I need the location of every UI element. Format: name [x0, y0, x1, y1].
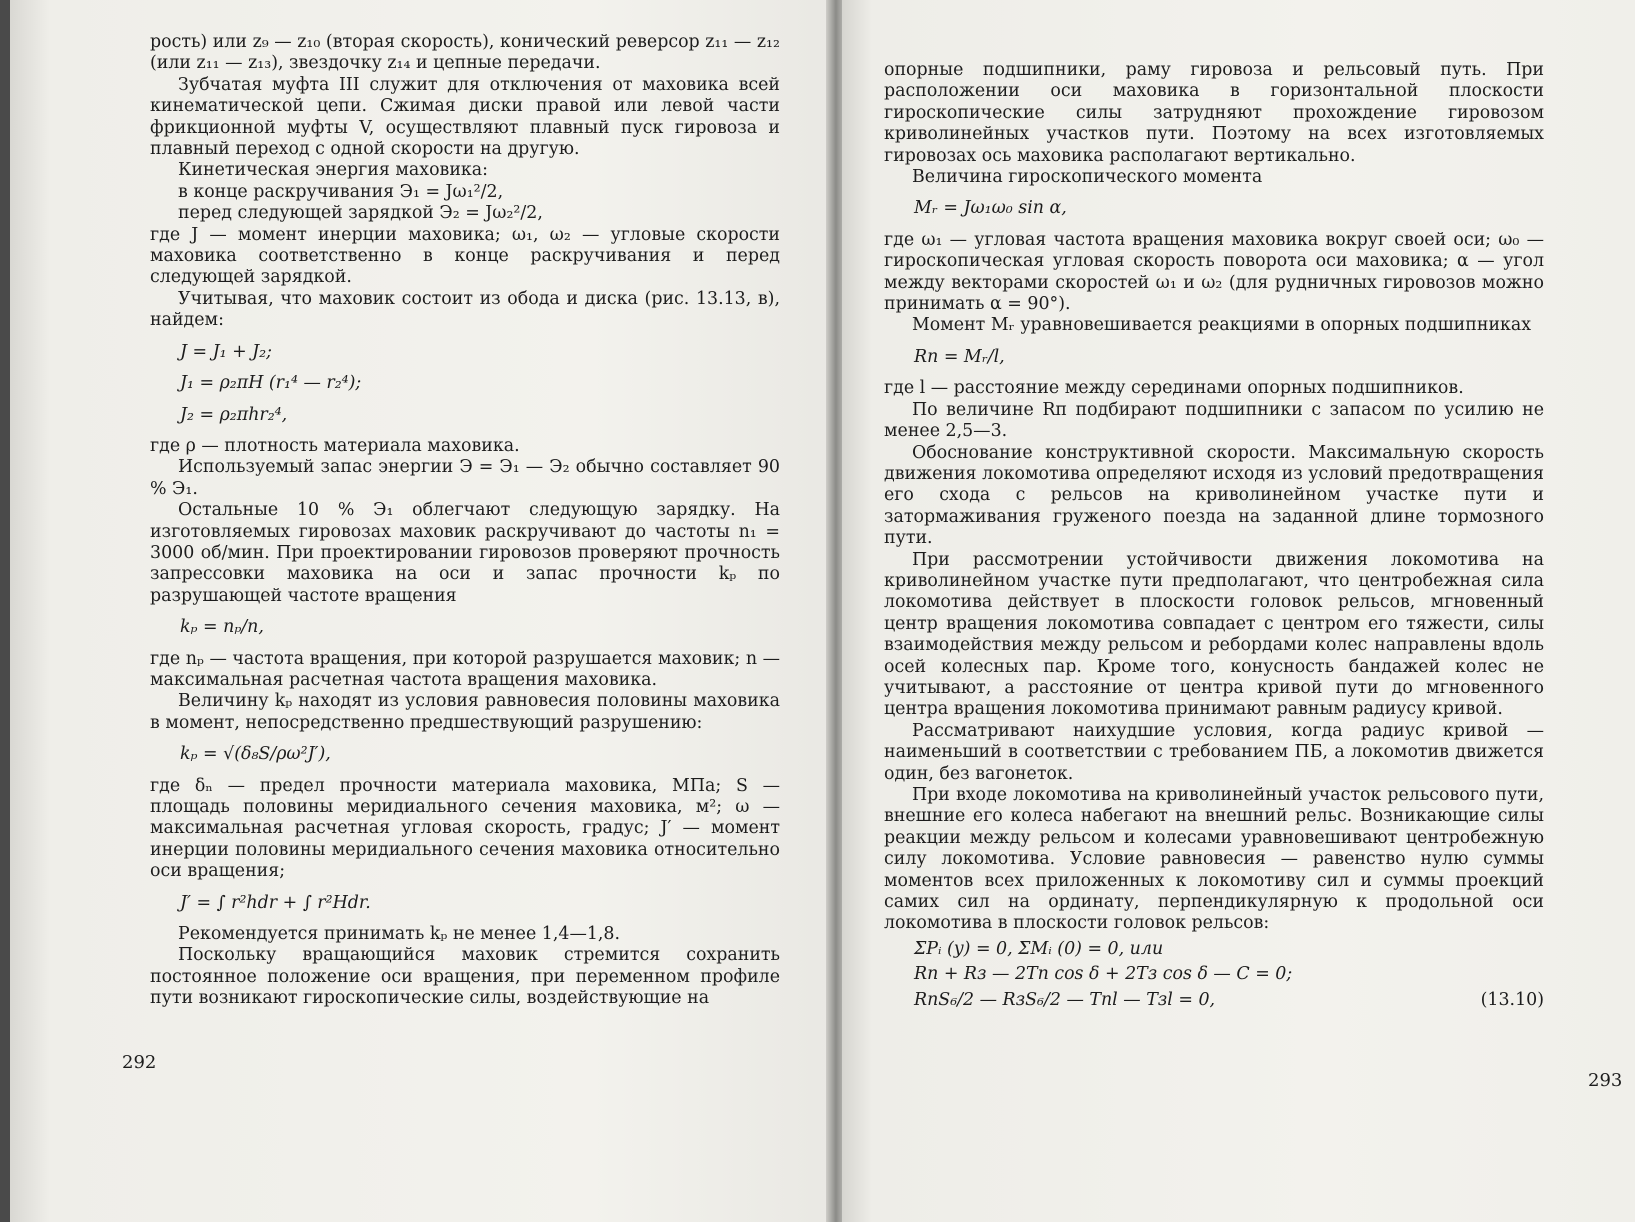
- formula: J₁ = ρ₂πH (r₁⁴ — r₂⁴);: [180, 373, 362, 394]
- paragraph: Используемый запас энергии Э = Э₁ — Э₂ обычно составляет 90 % Э₁.: [150, 457, 780, 499]
- paragraph: Момент Mᵣ уравновешивается реакциями в опорных подшипниках: [912, 315, 1532, 336]
- paragraph: где δₙ — предел прочности материала маховика, МПа; S — площадь половины меридиального сечения маховика, м²; ω — максимальная расчетная угловая скорость, градус; J′ — момент инерции половины меридиального сечения маховика относительно оси вращения;: [150, 775, 780, 882]
- paragraph: где l — расстояние между серединами опорных подшипников.: [884, 378, 1464, 399]
- formula-line: перед следующей зарядкой Э₂ = Jω₂²/2,: [178, 203, 543, 224]
- page-number: 293: [1588, 1070, 1623, 1091]
- paragraph: Зубчатая муфта III служит для отключения от маховика всей кинематической цепи. Сжимая диски правой или левой части фрикционной муфты V, осуществляют плавный пуск гировоза и плавный переход с одной скорости на другую.: [150, 74, 780, 160]
- formula: Mᵣ = Jω₁ω₀ sin α,: [914, 198, 1067, 219]
- equation-row: [914, 990, 1544, 1011]
- paragraph: Рекомендуется принимать kₚ не менее 1,4—1,8.: [178, 924, 621, 945]
- formula: kₚ = √(δ₈S/ρω²J′),: [180, 744, 331, 765]
- paragraph: При рассмотрении устойчивости движения локомотива на криволинейном участке пути предполагают, что центробежная сила локомотива действует в плоскости головок рельсов, мгновенный центр вращения локомотива совпадает с центром его тяжести, силы взаимодействия между рельсом и ребордами колес направлены вдоль осей колесных пар. Кроме того, конусность бандажей колес не учитывают, а расстояние от центра кривой пути до мгновенного центра вращения локомотива принимают равным радиусу кривой.: [884, 549, 1544, 720]
- formula-line: в конце раскручивания Э₁ = Jω₁²/2,: [178, 181, 504, 202]
- paragraph: опорные подшипники, раму гировоза и рельсовый путь. При расположении оси маховика в горизонтальной плоскости гироскопические силы затрудняют прохождение гировозом криволинейных участков пути. Поэтому на всех изготовляемых гировозах ось маховика располагают вертикально.: [884, 60, 1544, 166]
- paragraph: По величине Rп подбирают подшипники с запасом по усилию не менее 2,5—3.: [884, 399, 1544, 442]
- paragraph: Рассматривают наихудшие условия, когда радиус кривой — наименьший в соответствии с требованием ПБ, а локомотив движется один, без вагонеток.: [884, 720, 1544, 784]
- paragraph: Остальные 10 % Э₁ облегчают следующую зарядку. На изготовляемых гировозах маховик раскручивают до частоты n₁ = 3000 об/мин. При проектировании гировозов проверяют прочность запрессовки маховика на оси и запас прочности kₚ по разрушающей частоте вращения: [150, 500, 780, 606]
- paragraph: Кинетическая энергия маховика:: [178, 160, 489, 181]
- right-page: [842, 0, 1635, 1222]
- paragraph: где ρ — плотность материала маховика.: [150, 435, 520, 456]
- equation-number: (13.10): [1480, 989, 1544, 1010]
- formula: kₚ = nₚ/n,: [180, 617, 264, 638]
- right-text-column: [884, 60, 1544, 1015]
- equation-row: [914, 939, 1544, 960]
- equation: ΣPᵢ (y) = 0, ΣMᵢ (0) = 0, или: [914, 938, 1164, 959]
- paragraph: где ω₁ — угловая частота вращения маховика вокруг своей оси; ω₀ — гироскопическая угловая скорость поворота оси маховика; α — угол между векторами скоростей ω₁ и ω₂ (для рудничных гировозов можно принимать α = 90°).: [884, 229, 1544, 315]
- formula: J₂ = ρ₂πhr₂⁴,: [180, 404, 288, 425]
- left-page: [10, 0, 840, 1222]
- formula: J′ = ∫ r²hdr + ∫ r²Hdr.: [180, 892, 371, 913]
- paragraph: Поскольку вращающийся маховик стремится сохранить постоянное положение оси вращения, при переменном профиле пути возникают гироскопические силы, воздействующие на: [150, 945, 780, 1009]
- paragraph: Учитывая, что маховик состоит из обода и диска (рис. 13.13, в), найдем:: [150, 288, 780, 331]
- formula: Rп = Mᵣ/l,: [914, 346, 1005, 367]
- paragraph: где nₚ — частота вращения, при которой разрушается маховик; n — максимальная расчетная частота вращения маховика.: [150, 648, 780, 690]
- equation: RпS₆/2 — RзS₆/2 — Tпl — Tзl = 0,: [914, 989, 1216, 1010]
- paragraph: рость) или z₉ — z₁₀ (вторая скорость), конический реверсор z₁₁ — z₁₂ (или z₁₁ — z₁₃), звездочку z₁₄ и цепные передачи.: [150, 32, 780, 74]
- equation-row: [914, 964, 1544, 985]
- formula: J = J₁ + J₂;: [180, 341, 272, 362]
- page-number: 292: [122, 1052, 157, 1073]
- paragraph: где J — момент инерции маховика; ω₁, ω₂ — угловые скорости маховика соответственно в конце раскручивания и перед следующей зарядкой.: [150, 224, 780, 288]
- paragraph: При входе локомотива на криволинейный участок рельсового пути, внешние его колеса набегают на внешний рельс. Возникающие силы реакции между рельсом и колесами уравновешивают центробежную силу локомотива. Условие равновесия — равенство нулю суммы моментов всех приложенных к локомотиву сил и суммы проекций самих сил на ординату, перпендикулярную к продольной оси локомотива в плоскости головок рельсов:: [884, 785, 1544, 934]
- paragraph: Величина гироскопического момента: [912, 167, 1263, 188]
- equation: Rп + Rз — 2Tп cos δ + 2Tз cos δ — C = 0;: [914, 964, 1293, 985]
- section-heading-paragraph: Обоснование конструктивной скорости. Максимальную скорость движения локомотива определяют исходя из условий предотвращения его схода с рельсов на криволинейном участке пути и затормаживания груженого поезда на заданной длине тормозного пути.: [884, 442, 1544, 549]
- paragraph: Величину kₚ находят из условия равновесия половины маховика в момент, непосредственно предшествующий разрушению:: [150, 691, 780, 733]
- left-text-column: [150, 32, 780, 1010]
